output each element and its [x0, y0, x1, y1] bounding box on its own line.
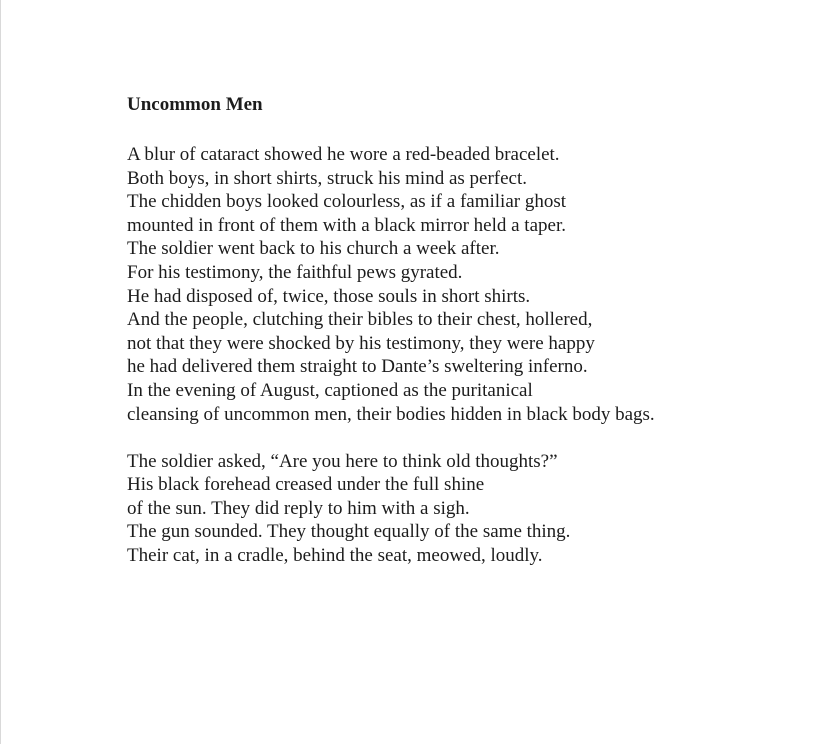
poem-line: The gun sounded. They thought equally of the same thing.	[127, 521, 571, 543]
poem	[127, 93, 655, 568]
poem-line: The soldier asked, “Are you here to think old thoughts?”	[127, 450, 558, 472]
stanza-1	[127, 143, 655, 426]
poem-line: In the evening of August, captioned as the puritanical	[127, 379, 533, 401]
poem-line: He had disposed of, twice, those souls in short shirts.	[127, 285, 531, 307]
page-left-border	[0, 0, 1, 744]
poem-line: The chidden boys looked colourless, as if a familiar ghost	[127, 191, 567, 213]
poem-line: A blur of cataract showed he wore a red-beaded bracelet.	[127, 144, 560, 165]
poem-line: he had delivered them straight to Dante’s sweltering inferno.	[127, 356, 588, 378]
poem-line: not that they were shocked by his testimony, they were happy	[127, 332, 595, 354]
poem-line: His black forehead creased under the full shine	[127, 474, 485, 496]
poem-line: Their cat, in a cradle, behind the seat, meowed, loudly.	[127, 545, 543, 566]
poem-line: Both boys, in short shirts, struck his mind as perfect.	[127, 167, 528, 189]
poem-line: And the people, clutching their bibles to their chest, hollered,	[127, 309, 593, 331]
poem-line: mounted in front of them with a black mirror held a taper.	[127, 214, 566, 236]
poem-line: For his testimony, the faithful pews gyrated.	[127, 261, 463, 283]
poem-line: of the sun. They did reply to him with a sigh.	[127, 497, 470, 519]
stanza-2	[127, 450, 655, 568]
poem-title: Uncommon Men	[127, 94, 263, 115]
poem-line: cleansing of uncommon men, their bodies hidden in black body bags.	[127, 403, 655, 425]
poem-line: The soldier went back to his church a week after.	[127, 238, 500, 260]
